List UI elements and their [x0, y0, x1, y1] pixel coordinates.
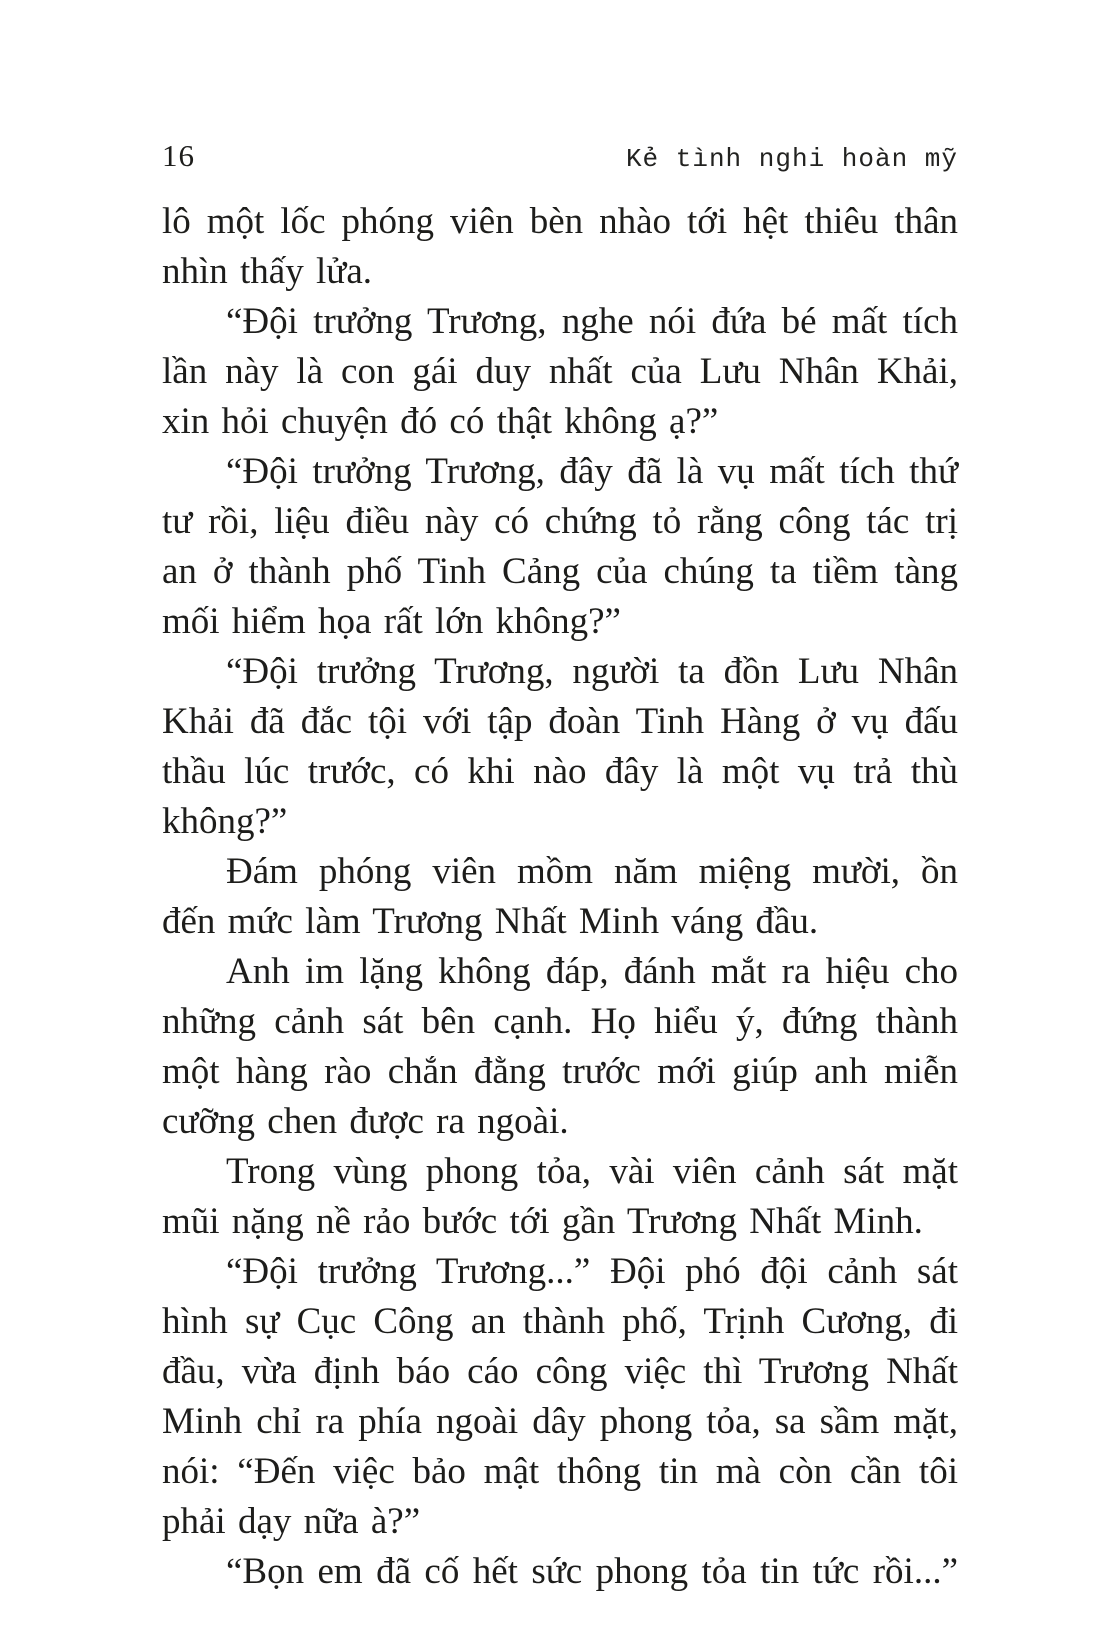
paragraph: “Đội trưởng Trương, đây đã là vụ mất tích thứ tư rồi, liệu điều này có chứng tỏ rằng công tác trị an ở thành phố Tinh Cảng của chúng ta tiềm tàng mối hiểm họa rất lớn không?”	[162, 451, 958, 642]
paragraph: “Đội trưởng Trương...” Đội phó đội cảnh sát hình sự Cục Công an thành phố, Trịnh Cương, đi đầu, vừa định báo cáo công việc thì Trương Nhất Minh chỉ ra phía ngoài dây phong tỏa, sa sầm mặt, nói: “Đến việc bảo mật thông tin mà còn cần tôi phải dạy nữa à?”	[162, 1251, 958, 1542]
paragraph: Trong vùng phong tỏa, vài viên cảnh sát mặt mũi nặng nề rảo bước tới gần Trương Nhất Minh.	[162, 1151, 958, 1242]
running-header	[162, 138, 958, 174]
paragraph: lô một lốc phóng viên bèn nhào tới hệt thiêu thân nhìn thấy lửa.	[162, 201, 958, 292]
paragraph: “Bọn em đã cố hết sức phong tỏa tin tức rồi...”	[226, 1551, 958, 1592]
page-number: 16	[162, 138, 195, 173]
paragraph: Đám phóng viên mồm năm miệng mười, ồn đến mức làm Trương Nhất Minh váng đầu.	[162, 851, 958, 942]
paragraph: Anh im lặng không đáp, đánh mắt ra hiệu cho những cảnh sát bên cạnh. Họ hiểu ý, đứng thành một hàng rào chắn đằng trước mới giúp anh miễn cưỡng chen được ra ngoài.	[162, 951, 958, 1142]
paragraph: “Đội trưởng Trương, người ta đồn Lưu Nhân Khải đã đắc tội với tập đoàn Tinh Hàng ở vụ đấu thầu lúc trước, có khi nào đây là một vụ trả thù không?”	[162, 651, 958, 842]
paragraph: “Đội trưởng Trương, nghe nói đứa bé mất tích lần này là con gái duy nhất của Lưu Nhân Khải, xin hỏi chuyện đó có thật không ạ?”	[162, 301, 958, 442]
page-body	[162, 197, 958, 1597]
running-title: Kẻ tình nghi hoàn mỹ	[625, 144, 958, 174]
